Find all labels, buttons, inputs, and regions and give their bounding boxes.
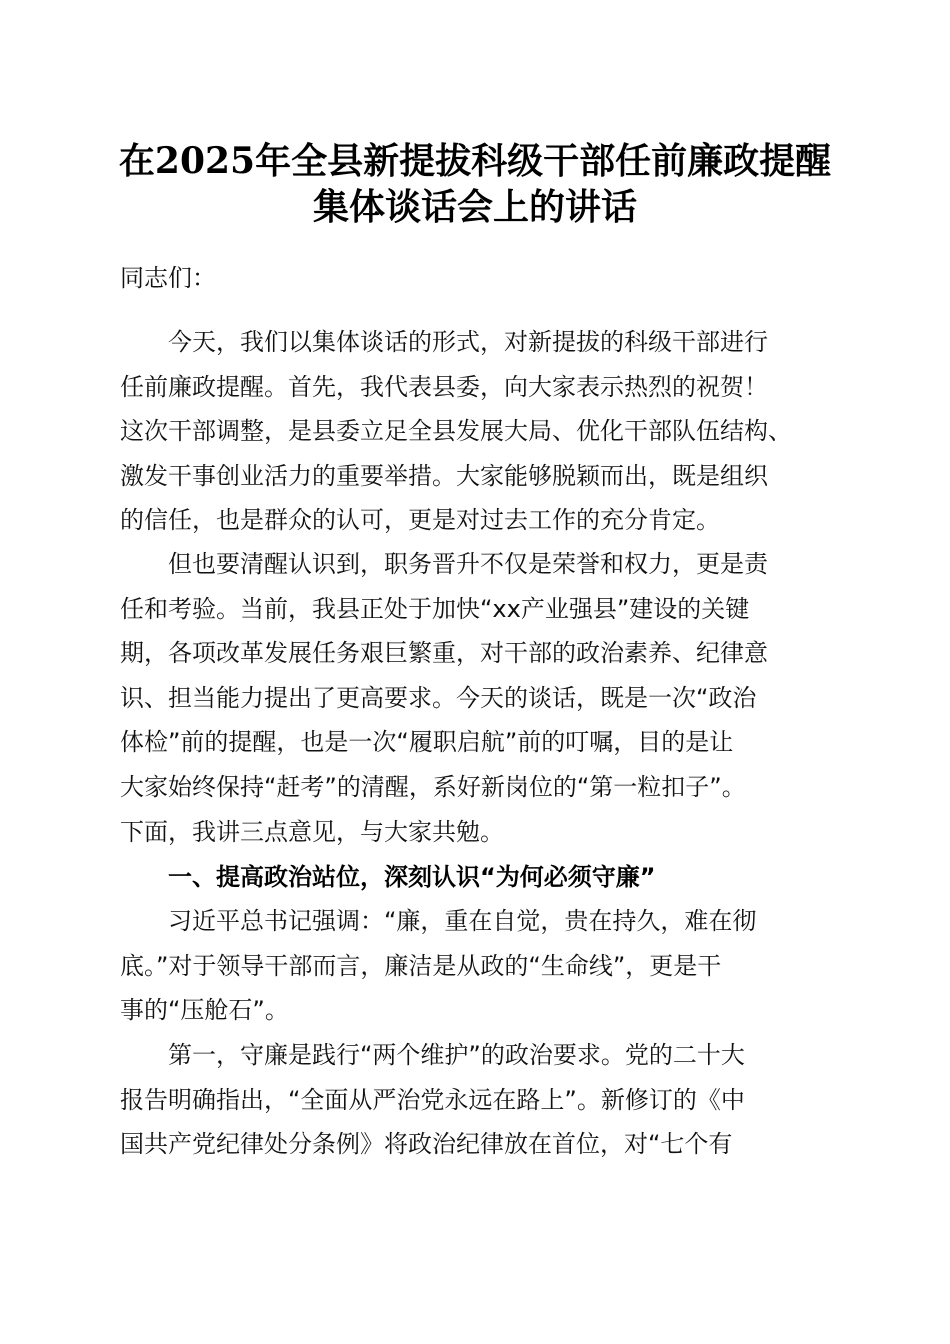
paragraph-line: 识、担当能力提出了更高要求。今天的谈话，既是一次“政治 (120, 683, 757, 712)
paragraph-line: 但也要清醒认识到，职务晋升不仅是荣誉和权力，更是责 (168, 550, 768, 578)
paragraph-line: 报告明确指出，“全面从严治党永远在路上”。新修订的《中 (120, 1085, 745, 1114)
paragraph-4 (120, 1033, 838, 1167)
paragraph-line: 今天，我们以集体谈话的形式，对新提拔的科级干部进行 (168, 328, 768, 356)
paragraph-line: 的信任，也是群众的认可，更是对过去工作的充分肯定。 (120, 506, 720, 535)
paragraph-line: 下面，我讲三点意见，与大家共勉。 (120, 817, 504, 846)
paragraph-1 (120, 320, 838, 543)
salutation-text: 同志们： (120, 264, 216, 292)
paragraph-line: 国共产党纪律处分条例》将政治纪律放在首位，对“七个有 (120, 1130, 733, 1159)
document-title-line-2: 集体谈话会上的讲话 (312, 186, 637, 228)
paragraph-2 (120, 542, 838, 854)
paragraph-line: 事的“压舱石”。 (120, 996, 289, 1025)
salutation (120, 256, 838, 301)
paragraph-3 (120, 899, 838, 1033)
paragraph-line: 期，各项改革发展任务艰巨繁重，对干部的政治素养、纪律意 (120, 639, 768, 668)
paragraph-line: 激发干事创业活力的重要举措。大家能够脱颖而出，既是组织 (120, 461, 768, 490)
paragraph-line: 第一，守廉是践行“两个维护”的政治要求。党的二十大 (168, 1041, 745, 1069)
paragraph-line: 这次干部调整，是县委立足全县发展大局、优化干部队伍结构、 (120, 417, 792, 446)
paragraph-line: 任前廉政提醒。首先，我代表县委，向大家表示热烈的祝贺！ (120, 372, 768, 401)
paragraph-line: 任和考验。当前，我县正处于加快“xx产业强县”建设的关键 (120, 594, 750, 623)
paragraph-line: 体检”前的提醒，也是一次“履职启航”前的叮嘱，目的是让 (120, 728, 734, 757)
document-title-line-1: 在2025年全县新提拔科级干部任前廉政提醒 (118, 140, 832, 182)
paragraph-line: 大家始终保持“赶考”的清醒，系好新岗位的“第一粒扣子”。 (120, 772, 746, 801)
paragraph-line: 习近平总书记强调：“廉，重在自觉，贵在持久，难在彻 (168, 907, 757, 935)
section-heading-1: 一、提高政治站位，深刻认识“为何必须守廉” (168, 863, 656, 891)
paragraph-line: 底。”对于领导干部而言，廉洁是从政的“生命线”，更是干 (120, 951, 722, 980)
